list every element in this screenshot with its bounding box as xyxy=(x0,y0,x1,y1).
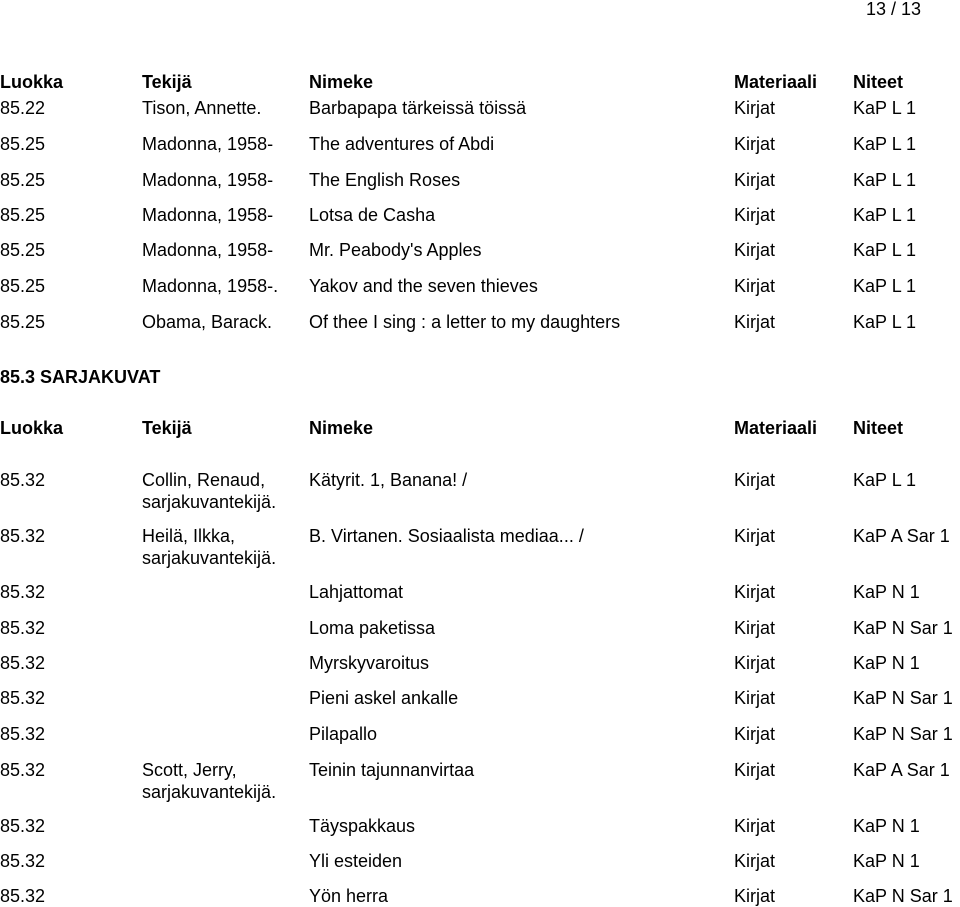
table-header xyxy=(0,71,960,93)
cell-materiaali: Kirjat xyxy=(734,886,776,906)
cell-niteet: KaP N Sar 1 xyxy=(853,618,953,638)
cell-nimeke: Lahjattomat xyxy=(309,582,404,602)
cell-materiaali: Kirjat xyxy=(734,582,776,602)
cell-niteet: KaP L 1 xyxy=(853,170,917,190)
cell-luokka: 85.32 xyxy=(0,618,46,638)
cell-luokka: 85.32 xyxy=(0,851,46,871)
cell-nimeke: Mr. Peabody's Apples xyxy=(309,240,482,260)
cell-luokka: 85.32 xyxy=(0,886,46,906)
header-niteet: Niteet xyxy=(853,418,904,438)
header-nimeke: Nimeke xyxy=(309,72,374,92)
table-row xyxy=(0,581,960,603)
cell-luokka: 85.32 xyxy=(0,688,46,708)
cell-nimeke: Of thee I sing : a letter to my daughters xyxy=(309,312,621,332)
header-nimeke: Nimeke xyxy=(309,418,374,438)
cell-luokka: 85.32 xyxy=(0,760,46,780)
cell-materiaali: Kirjat xyxy=(734,816,776,836)
table-row xyxy=(0,723,960,745)
header-materiaali: Materiaali xyxy=(734,72,818,92)
cell-tekija: Madonna, 1958- xyxy=(142,134,274,154)
cell-nimeke: B. Virtanen. Sosiaalista mediaa... / xyxy=(309,526,584,546)
cell-nimeke: Pilapallo xyxy=(309,724,378,744)
cell-luokka: 85.32 xyxy=(0,470,46,490)
cell-nimeke: Pieni askel ankalle xyxy=(309,688,459,708)
cell-luokka: 85.32 xyxy=(0,724,46,744)
cell-materiaali: Kirjat xyxy=(734,134,776,154)
header-luokka: Luokka xyxy=(0,72,64,92)
table-row xyxy=(0,275,960,297)
cell-niteet: KaP N 1 xyxy=(853,653,920,673)
cell-nimeke: Barbapapa tärkeissä töissä xyxy=(309,98,527,118)
cell-nimeke: Teinin tajunnanvirtaa xyxy=(309,760,475,780)
cell-luokka: 85.25 xyxy=(0,205,46,225)
table-row xyxy=(0,885,960,907)
cell-tekija-line1: Scott, Jerry, xyxy=(142,760,237,780)
cell-luokka: 85.25 xyxy=(0,312,46,332)
cell-materiaali: Kirjat xyxy=(734,760,776,780)
cell-niteet: KaP L 1 xyxy=(853,276,917,296)
cell-materiaali: Kirjat xyxy=(734,470,776,490)
cell-luokka: 85.25 xyxy=(0,240,46,260)
cell-tekija: Tison, Annette. xyxy=(142,98,262,118)
cell-luokka: 85.25 xyxy=(0,276,46,296)
cell-luokka: 85.32 xyxy=(0,582,46,602)
cell-tekija: Madonna, 1958- xyxy=(142,240,274,260)
cell-materiaali: Kirjat xyxy=(734,724,776,744)
section-title: 85.3 SARJAKUVAT xyxy=(0,367,161,387)
cell-luokka: 85.22 xyxy=(0,98,46,118)
cell-niteet: KaP N Sar 1 xyxy=(853,886,953,906)
cell-niteet: KaP N Sar 1 xyxy=(853,724,953,744)
cell-nimeke: Täyspakkaus xyxy=(309,816,416,836)
cell-nimeke: Kätyrit. 1, Banana! / xyxy=(309,470,468,490)
cell-niteet: KaP L 1 xyxy=(853,470,917,490)
header-materiaali: Materiaali xyxy=(734,418,818,438)
cell-materiaali: Kirjat xyxy=(734,851,776,871)
cell-tekija: Madonna, 1958- xyxy=(142,205,274,225)
cell-niteet: KaP L 1 xyxy=(853,205,917,225)
cell-tekija xyxy=(142,525,276,569)
cell-nimeke: Myrskyvaroitus xyxy=(309,653,430,673)
cell-nimeke: The adventures of Abdi xyxy=(309,134,495,154)
cell-niteet: KaP L 1 xyxy=(853,240,917,260)
cell-materiaali: Kirjat xyxy=(734,526,776,546)
cell-niteet: KaP N 1 xyxy=(853,816,920,836)
cell-nimeke: The English Roses xyxy=(309,170,461,190)
cell-nimeke: Loma paketissa xyxy=(309,618,436,638)
cell-nimeke: Yli esteiden xyxy=(309,851,403,871)
table-header xyxy=(0,417,960,439)
cell-tekija xyxy=(142,469,276,513)
cell-luokka: 85.32 xyxy=(0,816,46,836)
table-row xyxy=(0,311,960,333)
cell-materiaali: Kirjat xyxy=(734,653,776,673)
cell-luokka: 85.25 xyxy=(0,134,46,154)
table-row xyxy=(0,469,960,512)
cell-niteet: KaP A Sar 1 xyxy=(853,526,950,546)
cell-materiaali: Kirjat xyxy=(734,276,776,296)
cell-materiaali: Kirjat xyxy=(734,205,776,225)
cell-niteet: KaP L 1 xyxy=(853,134,917,154)
table-row xyxy=(0,525,960,568)
cell-nimeke: Yön herra xyxy=(309,886,389,906)
cell-tekija: Madonna, 1958-. xyxy=(142,276,279,296)
cell-luokka: 85.32 xyxy=(0,653,46,673)
cell-tekija-line2: sarjakuvantekijä. xyxy=(142,548,277,568)
cell-materiaali: Kirjat xyxy=(734,312,776,332)
table-row xyxy=(0,759,960,802)
cell-materiaali: Kirjat xyxy=(734,98,776,118)
cell-niteet: KaP N Sar 1 xyxy=(853,688,953,708)
cell-luokka: 85.32 xyxy=(0,526,46,546)
table-row xyxy=(0,204,960,226)
table-row xyxy=(0,239,960,261)
header-tekija: Tekijä xyxy=(142,418,192,438)
header-tekija: Tekijä xyxy=(142,72,192,92)
header-niteet: Niteet xyxy=(853,72,904,92)
cell-materiaali: Kirjat xyxy=(734,170,776,190)
cell-materiaali: Kirjat xyxy=(734,240,776,260)
cell-tekija xyxy=(142,759,276,803)
table-row xyxy=(0,815,960,837)
table-row xyxy=(0,687,960,709)
cell-niteet: KaP A Sar 1 xyxy=(853,760,950,780)
cell-tekija: Obama, Barack. xyxy=(142,312,273,332)
cell-tekija-line2: sarjakuvantekijä. xyxy=(142,492,277,512)
cell-nimeke: Lotsa de Casha xyxy=(309,205,436,225)
cell-luokka: 85.25 xyxy=(0,170,46,190)
cell-materiaali: Kirjat xyxy=(734,618,776,638)
header-luokka: Luokka xyxy=(0,418,64,438)
cell-niteet: KaP N 1 xyxy=(853,582,920,602)
cell-tekija-line1: Collin, Renaud, xyxy=(142,470,266,490)
cell-tekija: Madonna, 1958- xyxy=(142,170,274,190)
table-row xyxy=(0,617,960,639)
page-number: 13 / 13 xyxy=(866,0,922,19)
cell-niteet: KaP L 1 xyxy=(853,312,917,332)
table-row xyxy=(0,652,960,674)
table-row xyxy=(0,850,960,872)
cell-tekija-line1: Heilä, Ilkka, xyxy=(142,526,236,546)
cell-niteet: KaP L 1 xyxy=(853,98,917,118)
table-row xyxy=(0,97,960,119)
cell-nimeke: Yakov and the seven thieves xyxy=(309,276,538,296)
table-row xyxy=(0,169,960,191)
cell-tekija-line2: sarjakuvantekijä. xyxy=(142,782,277,802)
table-row xyxy=(0,133,960,155)
cell-materiaali: Kirjat xyxy=(734,688,776,708)
cell-niteet: KaP N 1 xyxy=(853,851,920,871)
